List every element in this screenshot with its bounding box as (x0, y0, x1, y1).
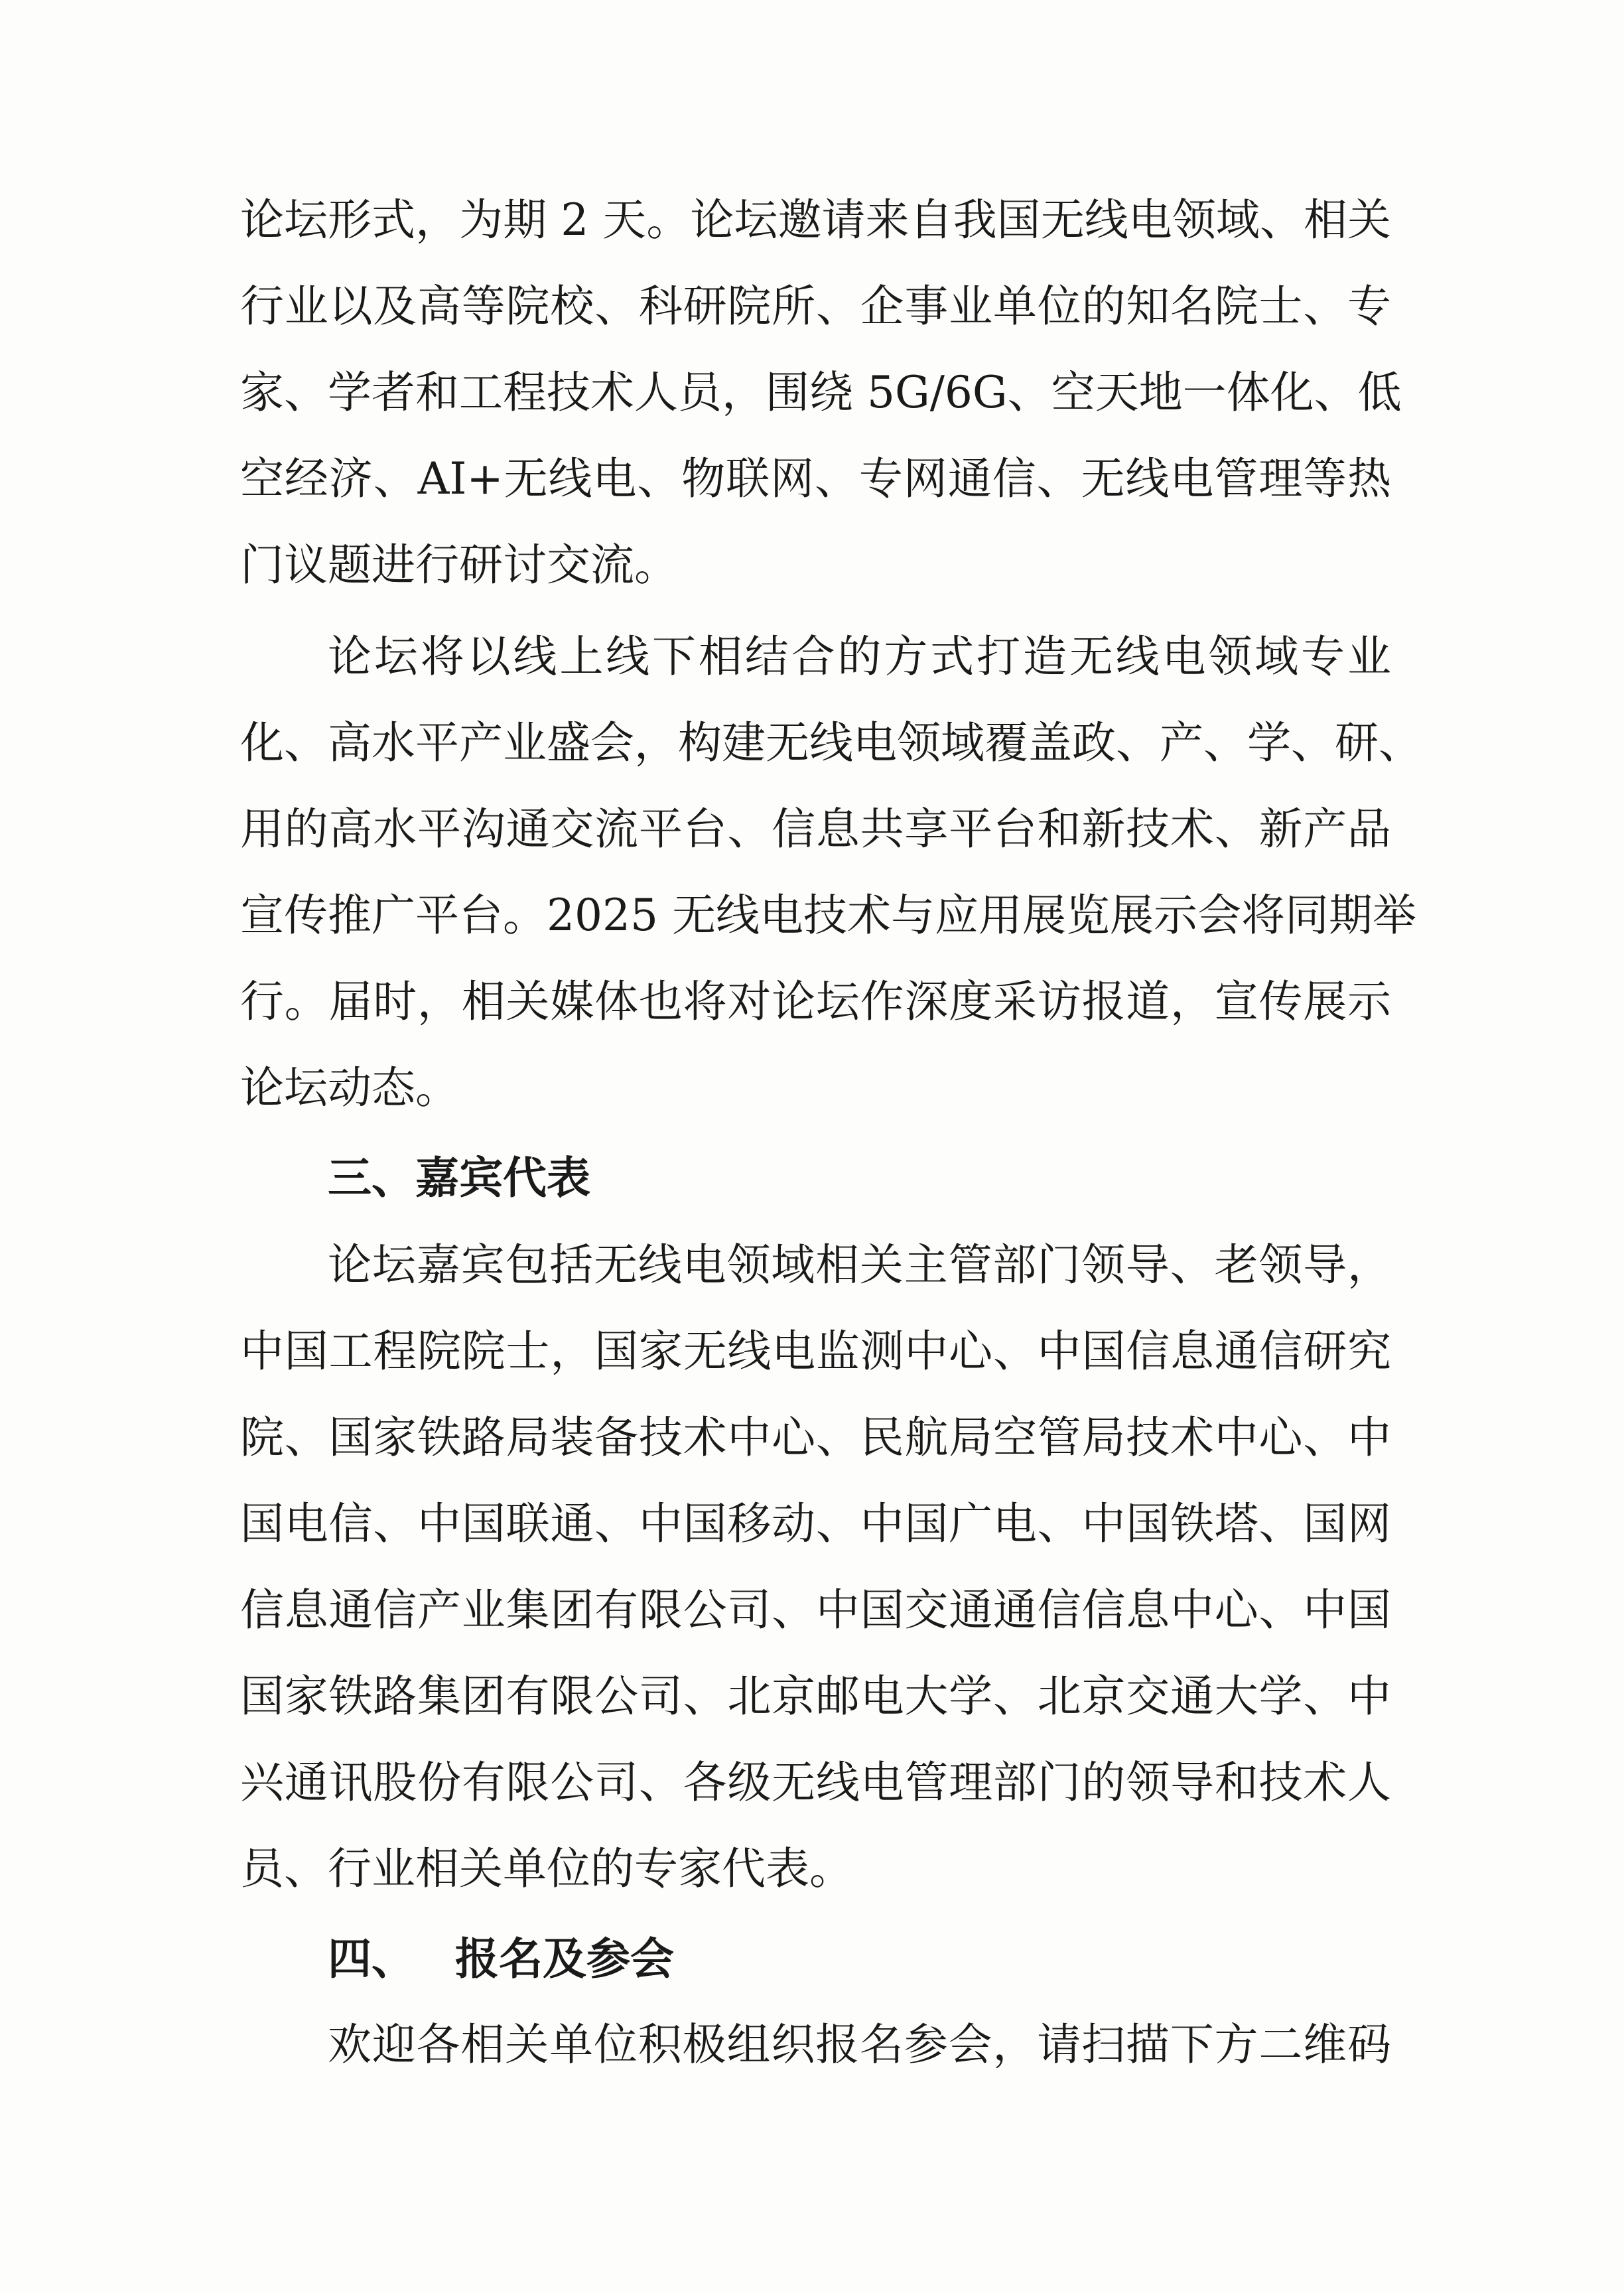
paragraph-4-line-1: 欢迎各相关单位积极组织报名参会，请扫描下方二维码 (328, 2019, 1391, 2070)
paragraph-3-line-6: 国家铁路集团有限公司、北京邮电大学、北京交通大学、中 (240, 1671, 1391, 1722)
paragraph-2-line-3: 用的高水平沟通交流平台、信息共享平台和新技术、新产品 (240, 803, 1391, 855)
paragraph-3-line-5: 信息通信产业集团有限公司、中国交通通信信息中心、中国 (240, 1584, 1391, 1635)
paragraph-1-line-4: 空经济、AI+无线电、物联网、专网通信、无线电管理等热 (240, 453, 1391, 504)
paragraph-3-line-1: 论坛嘉宾包括无线电领域相关主管部门领导、老领导， (328, 1239, 1391, 1290)
paragraph-2-line-1: 论坛将以线上线下相结合的方式打造无线电领域专业 (328, 631, 1391, 682)
paragraph-1-line-2: 行业以及高等院校、科研院所、企事业单位的知名院士、专 (240, 281, 1391, 332)
paragraph-1-line-1: 论坛形式，为期 2 天。论坛邀请来自我国无线电领域、相关 (240, 194, 1391, 245)
paragraph-3-line-3: 院、国家铁路局装备技术中心、民航局空管局技术中心、中 (240, 1412, 1391, 1463)
paragraph-3-line-8: 员、行业相关单位的专家代表。 (240, 1843, 853, 1894)
section-heading-4-number: 四、 (328, 1933, 415, 1984)
section-heading-4-text: 报名及参会 (455, 1933, 674, 1984)
paragraph-3-line-7: 兴通讯股份有限公司、各级无线电管理部门的领导和技术人 (240, 1757, 1391, 1808)
paragraph-3-line-2: 中国工程院院士，国家无线电监测中心、中国信息通信研究 (240, 1326, 1391, 1377)
paragraph-2-line-5: 行。届时，相关媒体也将对论坛作深度采访报道，宣传展示 (240, 976, 1391, 1027)
paragraph-1-line-5: 门议题进行研讨交流。 (240, 539, 678, 591)
paragraph-2-line-6: 论坛动态。 (240, 1062, 459, 1113)
paragraph-2-line-2: 化、高水平产业盛会，构建无线电领域覆盖政、产、学、研、 (240, 717, 1422, 768)
paragraph-2-line-4: 宣传推广平台。2025 无线电技术与应用展览展示会将同期举 (240, 890, 1416, 941)
section-heading-3: 三、嘉宾代表 (328, 1152, 590, 1204)
section-heading-4 (328, 1915, 674, 2002)
paragraph-3-line-4: 国电信、中国联通、中国移动、中国广电、中国铁塔、国网 (240, 1498, 1391, 1549)
paragraph-1-line-3: 家、学者和工程技术人员，围绕 5G/6G、空天地一体化、低 (240, 367, 1402, 418)
